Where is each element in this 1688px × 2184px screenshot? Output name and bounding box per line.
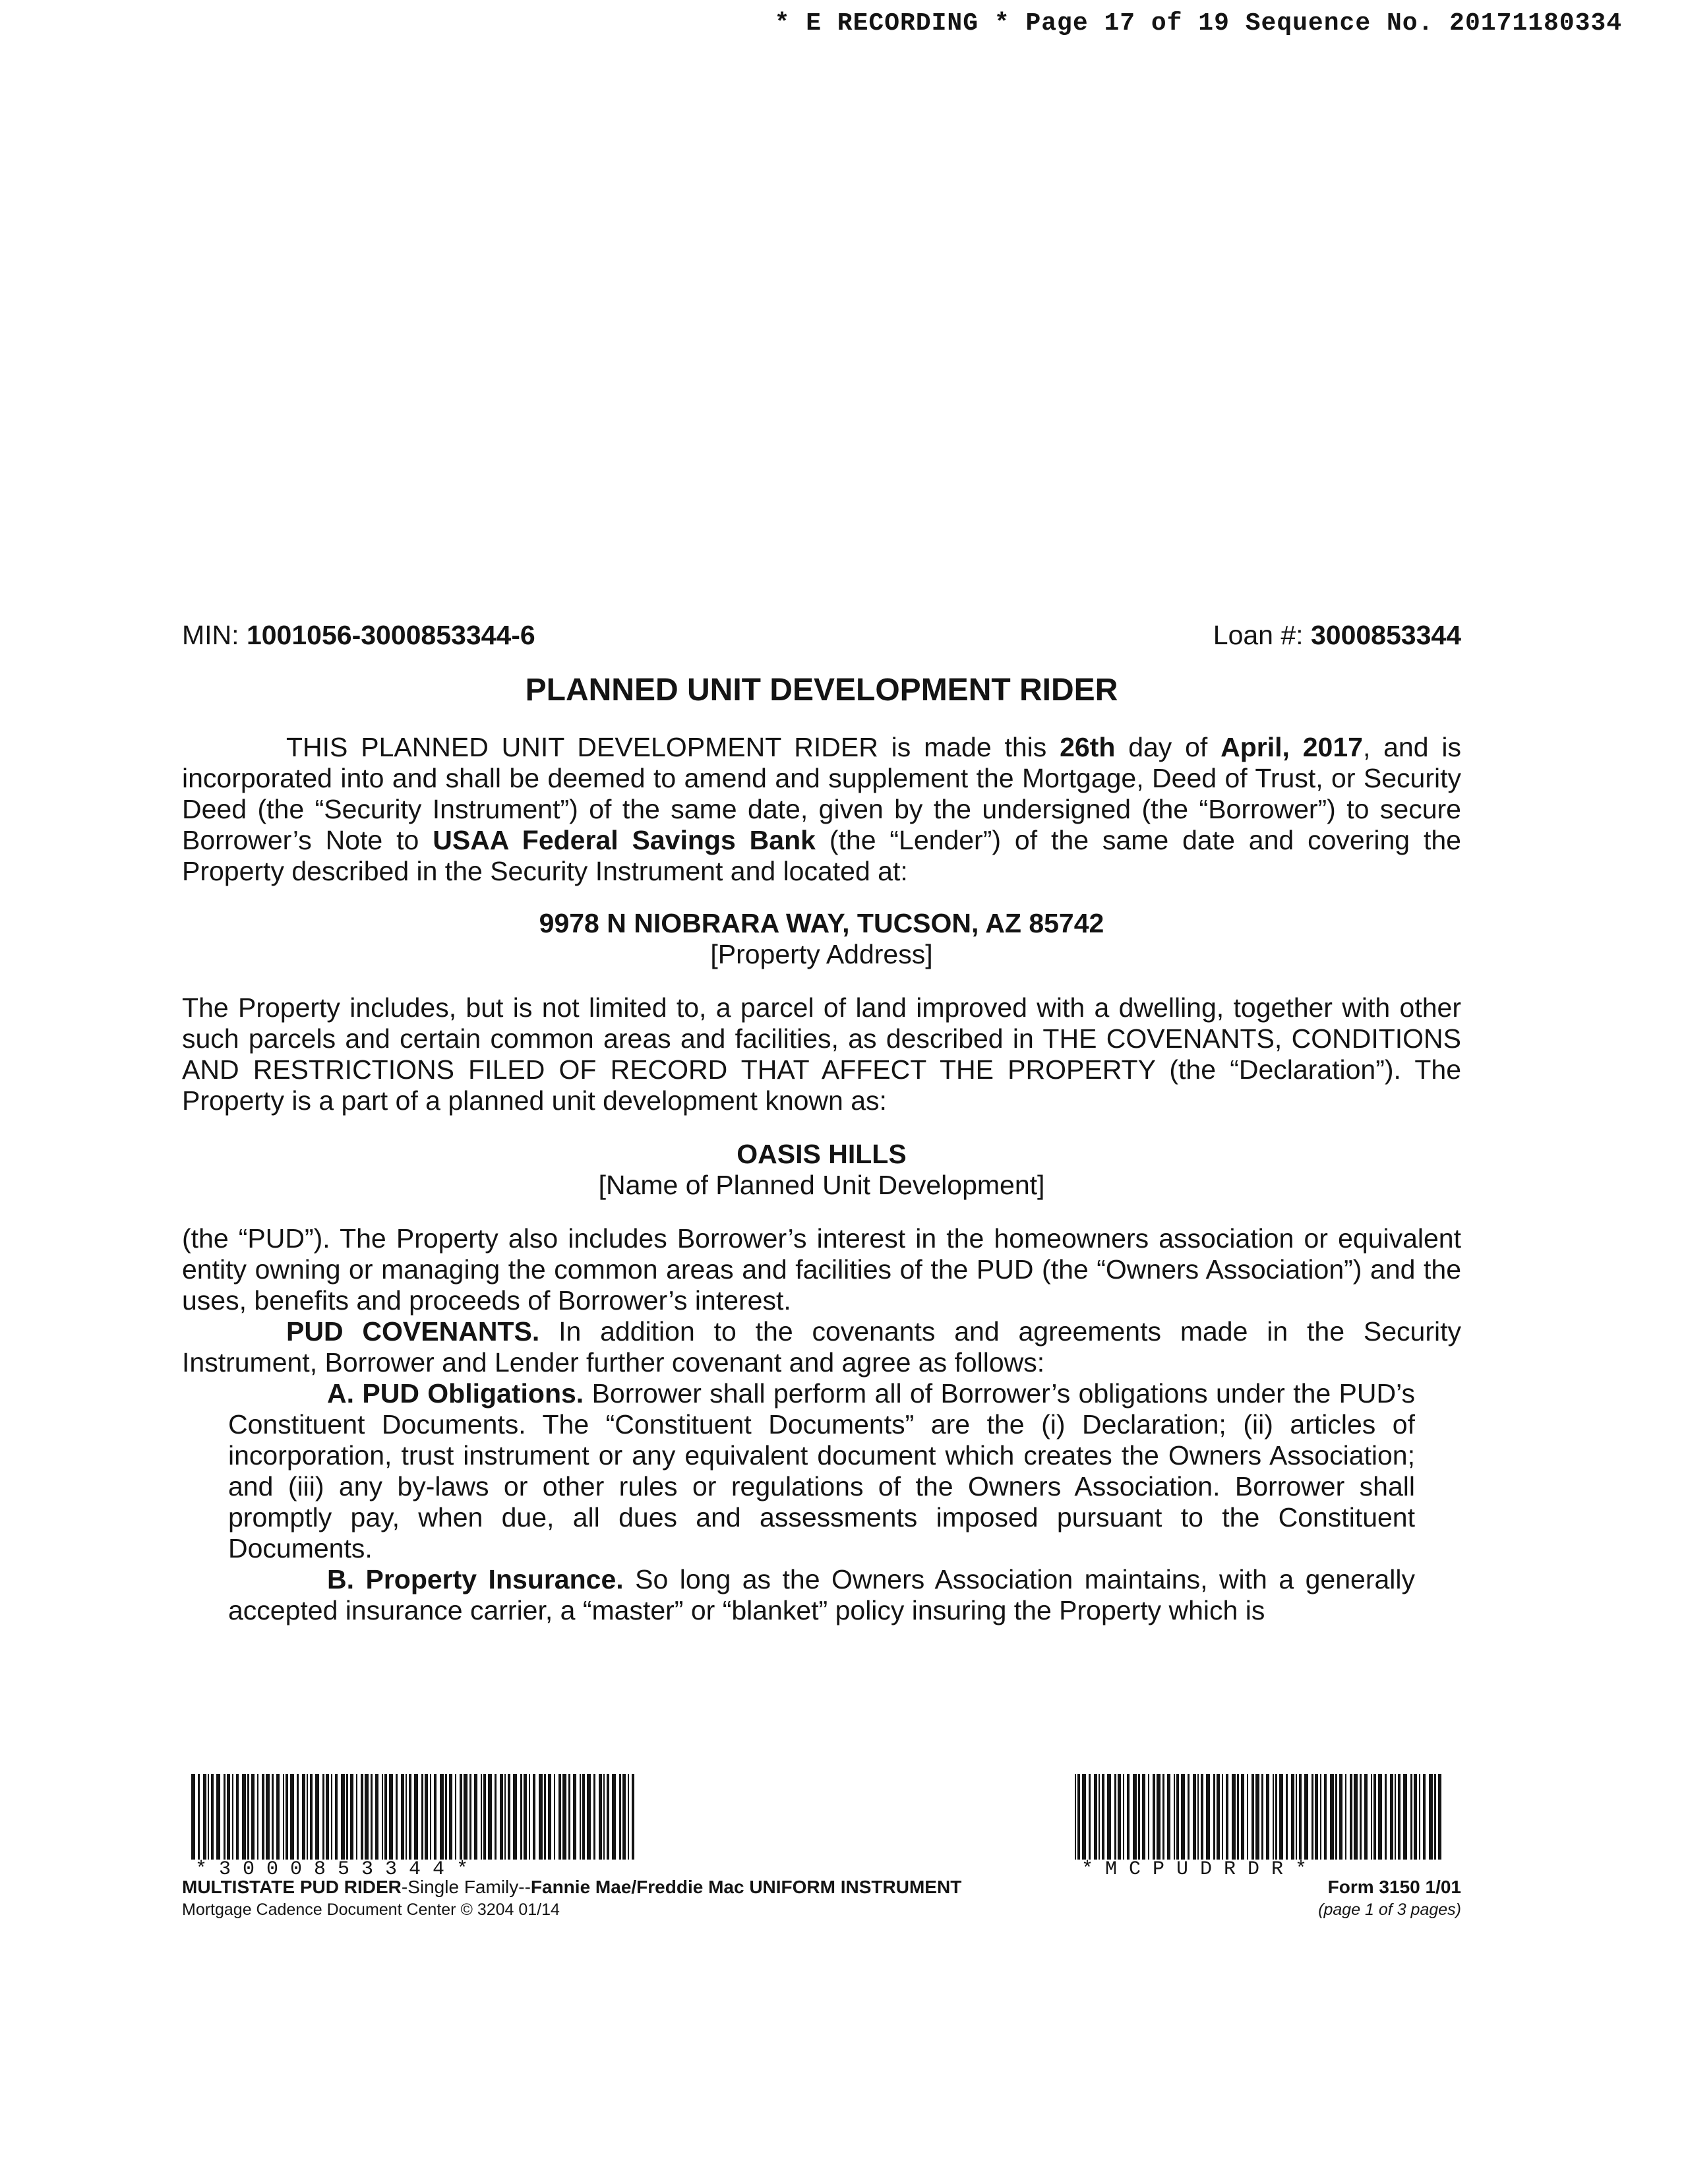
barcode-bar (508, 1774, 510, 1860)
barcode-bar (341, 1774, 345, 1860)
barcode-bar (1279, 1774, 1283, 1860)
barcode-bar (1247, 1774, 1248, 1860)
barcode-bar (440, 1774, 444, 1860)
barcode-bar (1107, 1774, 1111, 1860)
barcode-bar (628, 1774, 629, 1860)
barcode-bar (396, 1774, 398, 1860)
form-barcode-text: * M C P U D R D R * (1081, 1858, 1308, 1881)
barcode-bar (1275, 1774, 1278, 1860)
barcode-bar (315, 1774, 319, 1860)
barcode-bar (1398, 1774, 1401, 1860)
barcode-bar (335, 1774, 338, 1860)
barcode-bar (1181, 1774, 1185, 1860)
document-title: PLANNED UNIT DEVELOPMENT RIDER (525, 673, 1118, 708)
barcode-bar (1222, 1774, 1223, 1860)
barcode-bar (1142, 1774, 1145, 1860)
barcode-bar (1395, 1774, 1396, 1860)
barcode-bar (607, 1774, 609, 1860)
barcode-bar (548, 1774, 551, 1860)
barcode-bar (1167, 1774, 1170, 1860)
barcode-bar (1241, 1774, 1244, 1860)
barcode-bar (1237, 1774, 1239, 1860)
barcode-bar (474, 1774, 477, 1860)
barcode-bar (406, 1774, 407, 1860)
barcode-bar (1286, 1774, 1288, 1860)
barcode-bar (582, 1774, 585, 1860)
barcode-bar (455, 1774, 456, 1860)
barcode-bar (464, 1774, 467, 1860)
barcode-bar (232, 1774, 233, 1860)
section-a: A. PUD Obligations. Borrower shall perform all of Borrower’s obligations under the PUD’s Constituent Documents. The “Constituent Documents” are the (i) Declaration; (ii) articles of incorporation, trust instrument or any equivalent document which creates the Owners Association; and (iii) any by-laws or other rules or regulations of the Owners Association. Borrower shall promptly pay, when due, all dues and assessments imposed pursuant to the Constituent Documents. (228, 1378, 1415, 1563)
barcode-bar (1291, 1774, 1294, 1860)
pud-covenants: PUD COVENANTS. In addition to the covenants and agreements made in the Security Instrument, Borrower and Lender further covenant and agree as follows: (182, 1316, 1461, 1378)
barcode-bar (1094, 1774, 1097, 1860)
barcode-bar (1157, 1774, 1160, 1860)
barcode-bar (307, 1774, 308, 1860)
barcode-bar (1255, 1774, 1259, 1860)
barcode-bar (286, 1774, 288, 1860)
barcode-bar (1354, 1774, 1358, 1860)
barcode-bar (375, 1774, 378, 1860)
barcode-bar (520, 1774, 522, 1860)
min-value: 1001056-3000853344-6 (246, 620, 535, 650)
barcode-bar (401, 1774, 404, 1860)
barcode-bar (236, 1774, 239, 1860)
barcode-bar (1153, 1774, 1155, 1860)
barcode-bar (1174, 1774, 1175, 1860)
barcode-bar (481, 1774, 482, 1860)
barcode-bar (449, 1774, 452, 1860)
barcode-bar (198, 1774, 200, 1860)
barcode-bar (1335, 1774, 1337, 1860)
barcode-bar (1371, 1774, 1372, 1860)
barcode-bar (1162, 1774, 1164, 1860)
barcode-bar (1299, 1774, 1302, 1860)
barcode-bar (1075, 1774, 1076, 1860)
property-address: 9978 N NIOBRARA WAY, TUCSON, AZ 85742 [Property Address] (539, 908, 1104, 969)
barcode-bar (283, 1774, 284, 1860)
barcode-bar (1232, 1774, 1236, 1860)
barcode-bar (247, 1774, 249, 1860)
min-number: MIN: 1001056-3000853344-6 (182, 620, 535, 650)
barcode-bar (356, 1774, 357, 1860)
barcode-bar (371, 1774, 373, 1860)
identifier-row (182, 620, 1461, 651)
barcode-bar (1114, 1774, 1116, 1860)
barcode-bar (211, 1774, 214, 1860)
barcode-bar (242, 1774, 246, 1860)
barcode-bar (1324, 1774, 1327, 1860)
barcode-bar (276, 1774, 280, 1860)
barcode-bar (1118, 1774, 1121, 1860)
barcode-bar (1315, 1774, 1318, 1860)
barcode-bar (1082, 1774, 1086, 1860)
barcode-bar (593, 1774, 595, 1860)
barcode-bar (1390, 1774, 1393, 1860)
barcode-bar (1378, 1774, 1382, 1860)
barcode-bar (302, 1774, 305, 1860)
barcode-bar (1419, 1774, 1420, 1860)
barcode-bar (421, 1774, 423, 1860)
barcode-bar (599, 1774, 602, 1860)
barcode-bar (1385, 1774, 1387, 1860)
pud-paragraph: (the “PUD”). The Property also includes Borrower’s interest in the homeowners association or equivalent entity owning or managing the common areas and facilities of the PUD (the “Owners Association”) and the uses, benefits and proceeds of Borrower’s interest. (182, 1223, 1461, 1316)
barcode-bar (346, 1774, 348, 1860)
barcode-bar (1434, 1774, 1436, 1860)
barcode-bar (1320, 1774, 1321, 1860)
barcode-bar (227, 1774, 230, 1860)
barcode-bar (580, 1774, 581, 1860)
barcode-bar (434, 1774, 437, 1860)
barcode-bar (1213, 1774, 1215, 1860)
barcode-bar (568, 1774, 570, 1860)
barcode-bar (469, 1774, 471, 1860)
barcode-bar (251, 1774, 255, 1860)
barcode-bar (1089, 1774, 1091, 1860)
footer-right: Form 3150 1/01 (page 1 of 3 pages) (1318, 1877, 1461, 1919)
barcode-bar (445, 1774, 447, 1860)
loan-barcode-text: * 3 0 0 0 8 5 3 3 4 4 * (195, 1858, 469, 1881)
barcode-bar (1438, 1774, 1441, 1860)
barcode-bar (350, 1774, 353, 1860)
barcode-bar (1099, 1774, 1100, 1860)
barcode-bar (1304, 1774, 1308, 1860)
barcode-bar (208, 1774, 209, 1860)
barcode-bar (1296, 1774, 1297, 1860)
barcode-bar (384, 1774, 387, 1860)
barcode-bar (1102, 1774, 1104, 1860)
barcode-bar (1410, 1774, 1412, 1860)
intro-paragraph: THIS PLANNED UNIT DEVELOPMENT RIDER is made this 26th day of April, 2017, and is incorporated into and shall be deemed to amend and supplement the Mortgage, Deed of Trust, or Security Deed (the “Security Instrument”) of the same date, given by the undersigned (the “Borrower”) to secure Borrower’s Note to USAA Federal Savings Bank (the “Lender”) of the same date and covering the Property described in the Security Instrument and located at: (182, 732, 1461, 886)
barcode-bar (1266, 1774, 1269, 1860)
barcode-bar (1188, 1774, 1190, 1860)
barcode-bar (191, 1774, 195, 1860)
barcode-bar (1138, 1774, 1140, 1860)
loan-barcode (191, 1774, 640, 1860)
barcode-bar (382, 1774, 383, 1860)
barcode-bar (1311, 1774, 1313, 1860)
barcode-bar (1364, 1774, 1368, 1860)
barcode-bar (612, 1774, 616, 1860)
barcode-bar (361, 1774, 363, 1860)
barcode-bar (460, 1774, 462, 1860)
barcode-bar (504, 1774, 506, 1860)
barcode-bar (1193, 1774, 1196, 1860)
footer-left: MULTISTATE PUD RIDER-Single Family--Fannie Mae/Freddie Mac UNIFORM INSTRUMENT Mortgage Cadence Document Center © 3204 01/14 (182, 1877, 962, 1919)
barcode-bar (430, 1774, 431, 1860)
barcode-bar (533, 1774, 535, 1860)
barcode-bar (558, 1774, 561, 1860)
barcode-bar (603, 1774, 605, 1860)
section-b: B. Property Insurance. So long as the Owners Association maintains, with a generally accepted insurance carrier, a “master” or “blanket” policy insuring the Property which is (228, 1564, 1415, 1625)
barcode-bar (500, 1774, 503, 1860)
barcode-bar (1127, 1774, 1130, 1860)
barcode-bar (619, 1774, 621, 1860)
barcode-bar (365, 1774, 369, 1860)
barcode-bar (331, 1774, 332, 1860)
barcode-bar (513, 1774, 517, 1860)
barcode-bar (1197, 1774, 1199, 1860)
loan-number: Loan #: 3000853344 (1213, 620, 1461, 650)
document-body (182, 620, 1461, 1626)
barcode-bar (1330, 1774, 1334, 1860)
barcode-bar (1350, 1774, 1352, 1860)
barcode-bar (1373, 1774, 1376, 1860)
barcode-bar (1123, 1774, 1124, 1860)
barcode-bar (544, 1774, 546, 1860)
barcode-bar (632, 1774, 634, 1860)
barcode-bar (488, 1774, 492, 1860)
barcode-bar (257, 1774, 258, 1860)
barcode-bar (409, 1774, 411, 1860)
barcode-bar (266, 1774, 270, 1860)
barcode-bar (326, 1774, 329, 1860)
barcode-bar (1201, 1774, 1203, 1860)
barcode-bar (1403, 1774, 1407, 1860)
barcode-bar (1226, 1774, 1228, 1860)
barcode-bar (539, 1774, 543, 1860)
barcode-bar (414, 1774, 418, 1860)
loan-value: 3000853344 (1310, 620, 1461, 650)
barcode-bar (524, 1774, 527, 1860)
barcode-bar (272, 1774, 274, 1860)
barcode-bar (1206, 1774, 1210, 1860)
barcode-bar (1345, 1774, 1346, 1860)
barcode-bar (310, 1774, 313, 1860)
barcode-bar (322, 1774, 324, 1860)
barcode-bar (216, 1774, 220, 1860)
barcode-bar (224, 1774, 226, 1860)
barcode-bar (297, 1774, 299, 1860)
form-barcode (1075, 1774, 1444, 1860)
property-paragraph: The Property includes, but is not limited to, a parcel of land improved with a dwelling, together with other such parcels and certain common areas and facilities, as described in THE COVENANTS, CONDITIONS AND RESTRICTIONS FILED OF RECORD THAT AFFECT THE PROPERTY (the “Declaration”). The Property is a part of a planned unit development known as: (182, 992, 1461, 1116)
barcode-bar (483, 1774, 486, 1860)
barcode-bar (529, 1774, 530, 1860)
barcode-bar (203, 1774, 206, 1860)
barcode-bar (1261, 1774, 1263, 1860)
recording-stamp: * E RECORDING * Page 17 of 19 Sequence No. 20171180334 (774, 9, 1622, 38)
barcode-bar (1273, 1774, 1274, 1860)
barcode-bar (1148, 1774, 1149, 1860)
barcode-bar (389, 1774, 393, 1860)
barcode-bar (425, 1774, 428, 1860)
barcode-bar (622, 1774, 626, 1860)
barcode-bar (1429, 1774, 1433, 1860)
barcode-bar (1133, 1774, 1137, 1860)
barcode-bar (1217, 1774, 1220, 1860)
barcode-bar (562, 1774, 566, 1860)
barcode-bar (1414, 1774, 1417, 1860)
barcode-bar (262, 1774, 264, 1860)
barcode-bar (495, 1774, 497, 1860)
barcode-bar (1423, 1774, 1426, 1860)
barcode-bar (1176, 1774, 1179, 1860)
barcode-bar (1339, 1774, 1342, 1860)
barcode-bar (587, 1774, 591, 1860)
barcode-bar (290, 1774, 294, 1860)
barcode-bar (1360, 1774, 1362, 1860)
pud-name: OASIS HILLS [Name of Planned Unit Development] (598, 1139, 1045, 1200)
barcode-bar (573, 1774, 576, 1860)
barcode-bar (1251, 1774, 1254, 1860)
barcode-bar (554, 1774, 555, 1860)
barcode-bar (1077, 1774, 1080, 1860)
